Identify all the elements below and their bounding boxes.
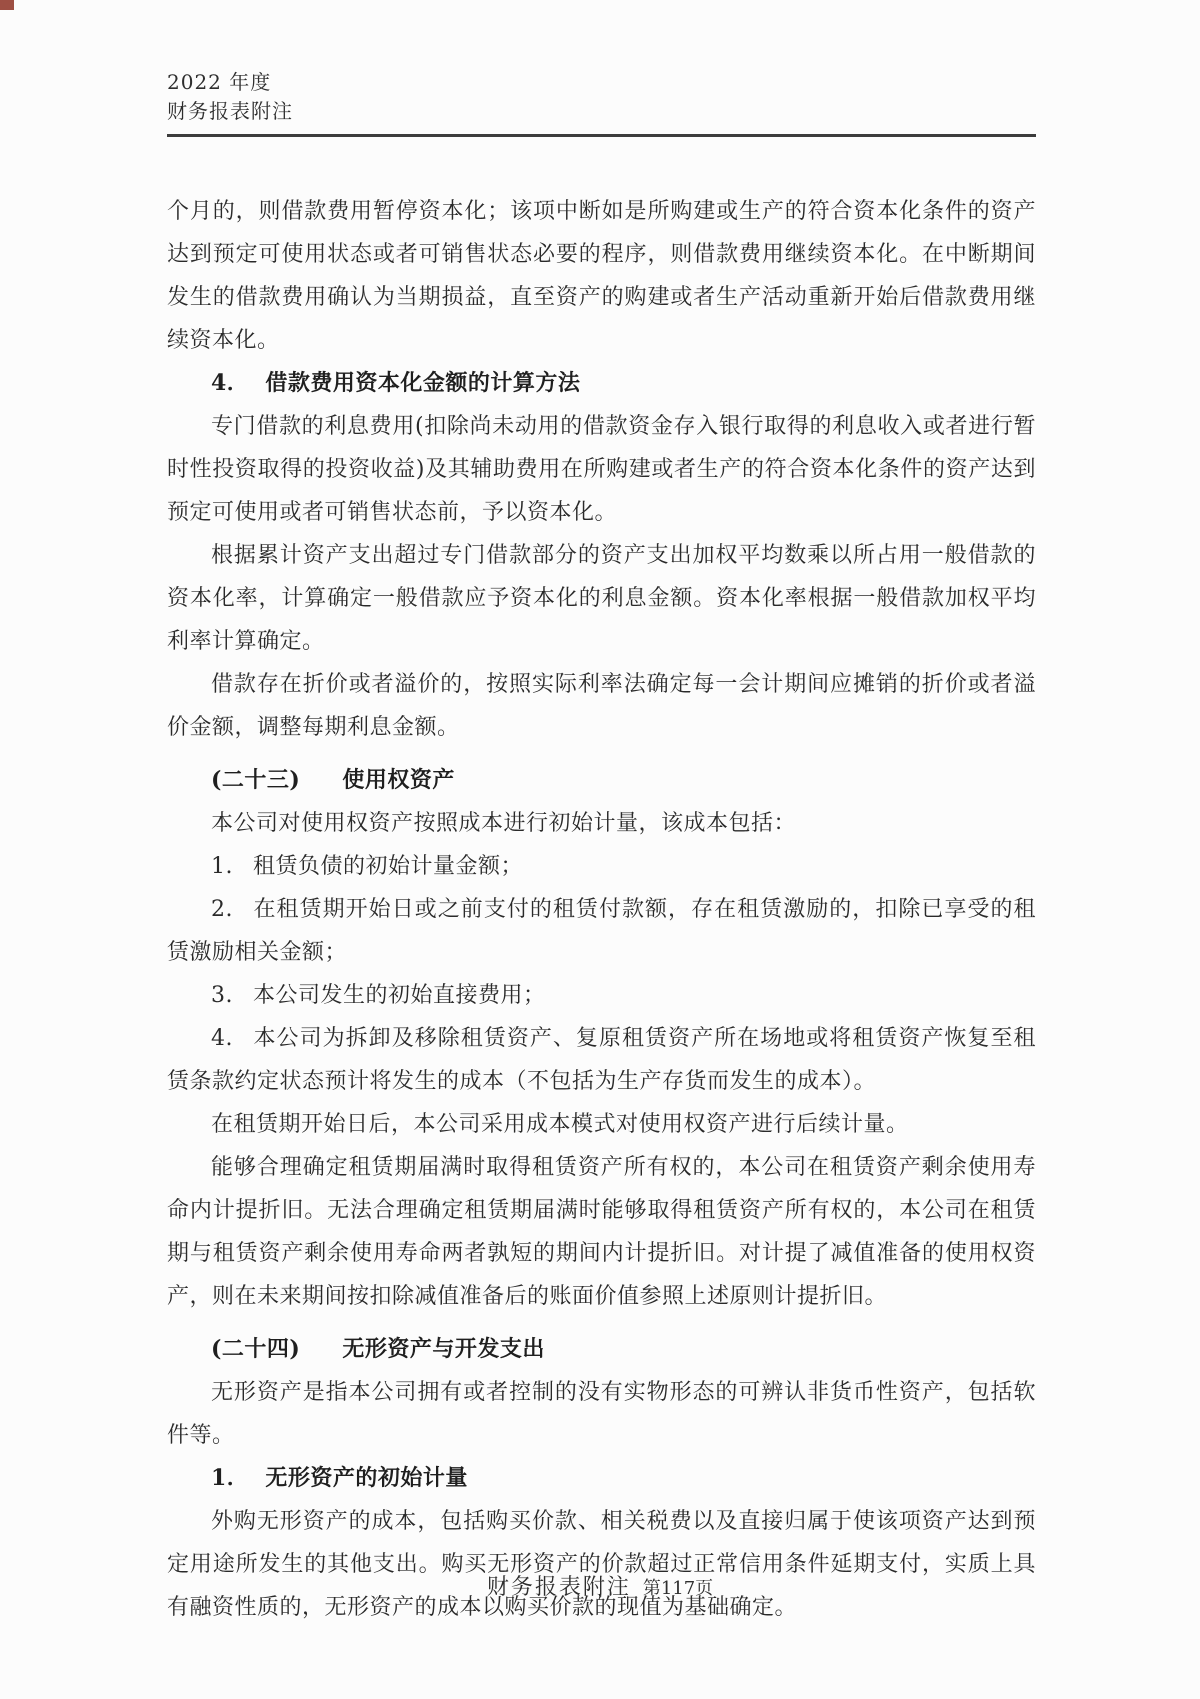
heading-number: 1． xyxy=(211,1465,250,1491)
paragraph: 能够合理确定租赁期届满时取得租赁资产所有权的，本公司在租赁资产剩余使用寿命内计提折旧。无法合理确定租赁期届满时能够取得租赁资产所有权的，本公司在租赁期与租赁资产剩余使用寿命两者孰短的期间内计提折旧。对计提了减值准备的使用权资产，则在未来期间按扣除减值准备后的账面价值参照上述原则计提折旧。 xyxy=(167,1155,1036,1309)
list-item-number: 1. xyxy=(211,854,233,879)
list-item xyxy=(167,888,1036,974)
list-item-text: 在租赁期开始日或之前支付的租赁付款额，存在租赁激励的，扣除已享受的租赁激励相关金额； xyxy=(167,897,1036,965)
document-body xyxy=(167,190,1036,1629)
heading-title: 无形资产与开发支出 xyxy=(342,1336,545,1362)
heading-title: 借款费用资本化金额的计算方法 xyxy=(265,370,581,396)
heading-title: 无形资产的初始计量 xyxy=(265,1465,468,1491)
section-heading xyxy=(167,1457,1036,1500)
paragraph: 无形资产是指本公司拥有或者控制的没有实物形态的可辨认非货币性资产，包括软件等。 xyxy=(167,1380,1036,1448)
section-heading xyxy=(167,759,1036,802)
paragraph: 外购无形资产的成本，包括购买价款、相关税费以及直接归属于使该项资产达到预定用途所发生的其他支出。购买无形资产的价款超过正常信用条件延期支付，实质上具有融资性质的，无形资产的成本以购买价款的现值为基础确定。 xyxy=(167,1509,1036,1620)
list-item xyxy=(167,974,1036,1017)
header-doc-title: 财务报表附注 xyxy=(167,99,293,123)
list-item-number: 4. xyxy=(211,1026,233,1051)
section-heading xyxy=(167,1328,1036,1371)
paragraph: 本公司对使用权资产按照成本进行初始计量，该成本包括： xyxy=(211,811,797,836)
scan-artifact-mark xyxy=(0,0,14,10)
list-item-text: 本公司为拆卸及移除租赁资产、复原租赁资产所在场地或将租赁资产恢复至租赁条款约定状态预计将发生的成本（不包括为生产存货而发生的成本）。 xyxy=(167,1026,1036,1094)
list-item-number: 3. xyxy=(211,983,233,1008)
footer-title: 财务报表附注 xyxy=(486,1575,631,1600)
list-item-text: 租赁负债的初始计量金额； xyxy=(253,854,524,879)
page-footer xyxy=(0,1570,1200,1601)
page-header xyxy=(167,68,1036,137)
heading-number: (二十四) xyxy=(211,1336,301,1362)
heading-number: 4． xyxy=(211,370,250,396)
paragraph: 借款存在折价或者溢价的，按照实际利率法确定每一会计期间应摊销的折价或者溢价金额，调整每期利息金额。 xyxy=(167,672,1036,740)
list-item xyxy=(167,1017,1036,1103)
list-item xyxy=(167,845,1036,888)
paragraph: 个月的，则借款费用暂停资本化；该项中断如是所购建或生产的符合资本化条件的资产达到预定可使用状态或者可销售状态必要的程序，则借款费用继续资本化。在中断期间发生的借款费用确认为当期损益，直至资产的购建或者生产活动重新开始后借款费用继续资本化。 xyxy=(167,199,1036,353)
heading-number: (二十三) xyxy=(211,767,301,793)
paragraph: 根据累计资产支出超过专门借款部分的资产支出加权平均数乘以所占用一般借款的资本化率，计算确定一般借款应予资本化的利息金额。资本化率根据一般借款加权平均利率计算确定。 xyxy=(167,543,1036,654)
heading-title: 使用权资产 xyxy=(342,767,455,793)
section-heading xyxy=(167,362,1036,405)
list-item-text: 本公司发生的初始直接费用； xyxy=(253,983,546,1008)
footer-page-number: 第117页 xyxy=(642,1578,714,1599)
header-year: 2022 年度 xyxy=(167,70,272,94)
list-item-number: 2. xyxy=(211,897,233,922)
paragraph: 在租赁期开始日后，本公司采用成本模式对使用权资产进行后续计量。 xyxy=(211,1112,909,1137)
paragraph: 专门借款的利息费用(扣除尚未动用的借款资金存入银行取得的利息收入或者进行暂时性投资取得的投资收益)及其辅助费用在所购建或者生产的符合资本化条件的资产达到预定可使用或者可销售状态前，予以资本化。 xyxy=(167,414,1036,525)
